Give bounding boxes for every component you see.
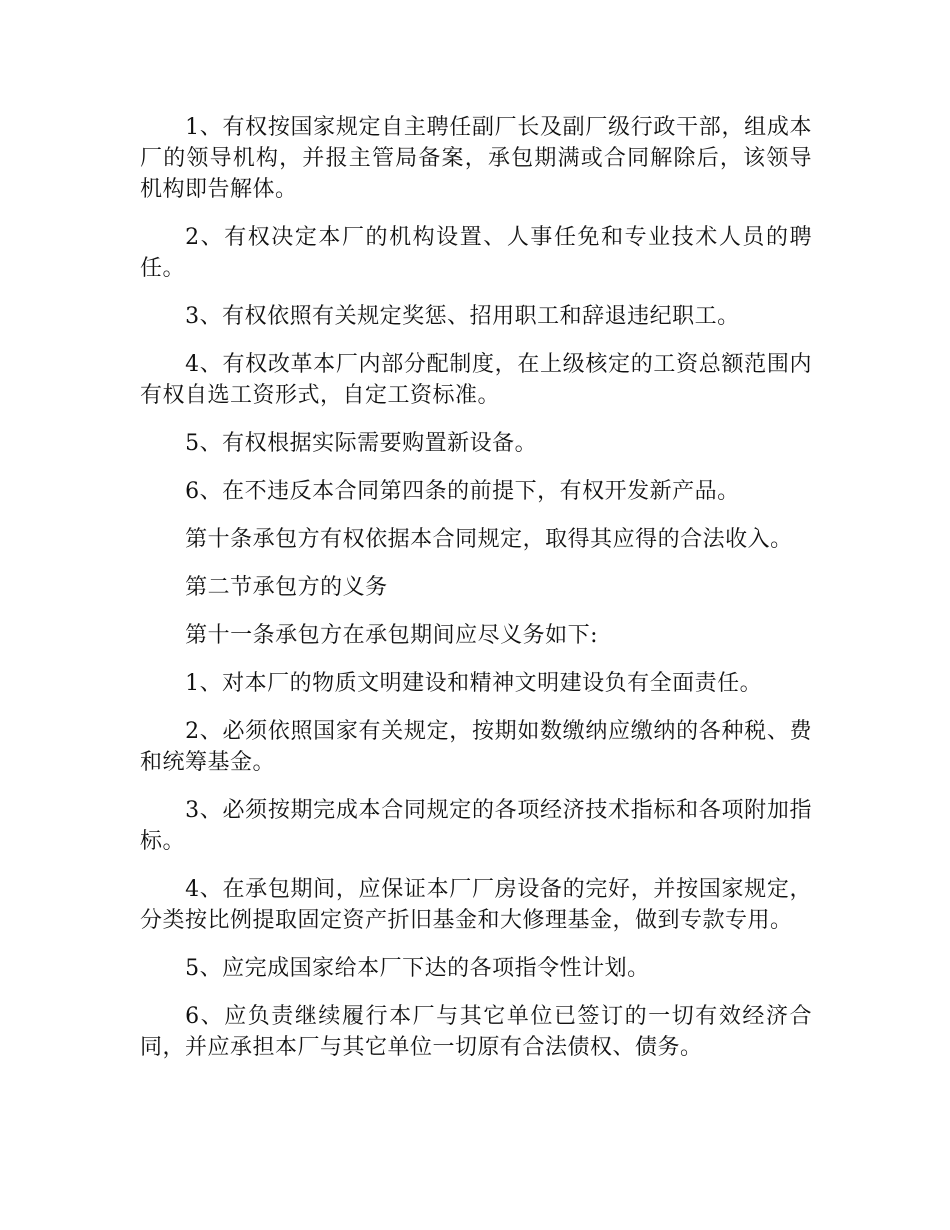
paragraph-right-6: 6、在不违反本合同第四条的前提下，有权开发新产品。 xyxy=(185,479,740,504)
paragraph-right-2: 2、有权决定本厂的机构设置、人事任免和专业技术人员的聘任。 xyxy=(140,225,812,281)
paragraph-duty-1: 1、对本厂的物质文明建设和精神文明建设负有全面责任。 xyxy=(185,671,763,696)
article-10: 第十条承包方有权依据本合同规定，取得其应得的合法收入。 xyxy=(185,527,793,552)
paragraph-right-5: 5、有权根据实际需要购置新设备。 xyxy=(185,431,538,456)
paragraph-duty-4: 4、在承包期间，应保证本厂厂房设备的完好，并按国家规定，分类按比例提取固定资产折旧基金和大修理基金，做到专款专用。 xyxy=(140,877,812,933)
article-11: 第十一条承包方在承包期间应尽义务如下: xyxy=(185,623,599,648)
section-heading: 第二节承包方的义务 xyxy=(185,575,388,600)
document-page xyxy=(140,112,812,1080)
paragraph-duty-6: 6、应负责继续履行本厂与其它单位已签订的一切有效经济合同，并应承担本厂与其它单位一切原有合法债权、债务。 xyxy=(140,1004,812,1060)
paragraph-right-1: 1、有权按国家规定自主聘任副厂长及副厂级行政干部，组成本厂的领导机构，并报主管局备案，承包期满或合同解除后，该领导机构即告解体。 xyxy=(140,115,812,202)
paragraph-duty-3: 3、必须按期完成本合同规定的各项经济技术指标和各项附加指标。 xyxy=(140,798,812,854)
paragraph-right-4: 4、有权改革本厂内部分配制度，在上级核定的工资总额范围内有权自选工资形式，自定工资标准。 xyxy=(140,352,812,408)
paragraph-duty-5: 5、应完成国家给本厂下达的各项指令性计划。 xyxy=(185,956,650,981)
paragraph-duty-2: 2、必须依照国家有关规定，按期如数缴纳应缴纳的各种税、费和统筹基金。 xyxy=(140,719,812,775)
paragraph-right-3: 3、有权依照有关规定奖惩、招用职工和辞退违纪职工。 xyxy=(185,304,740,329)
